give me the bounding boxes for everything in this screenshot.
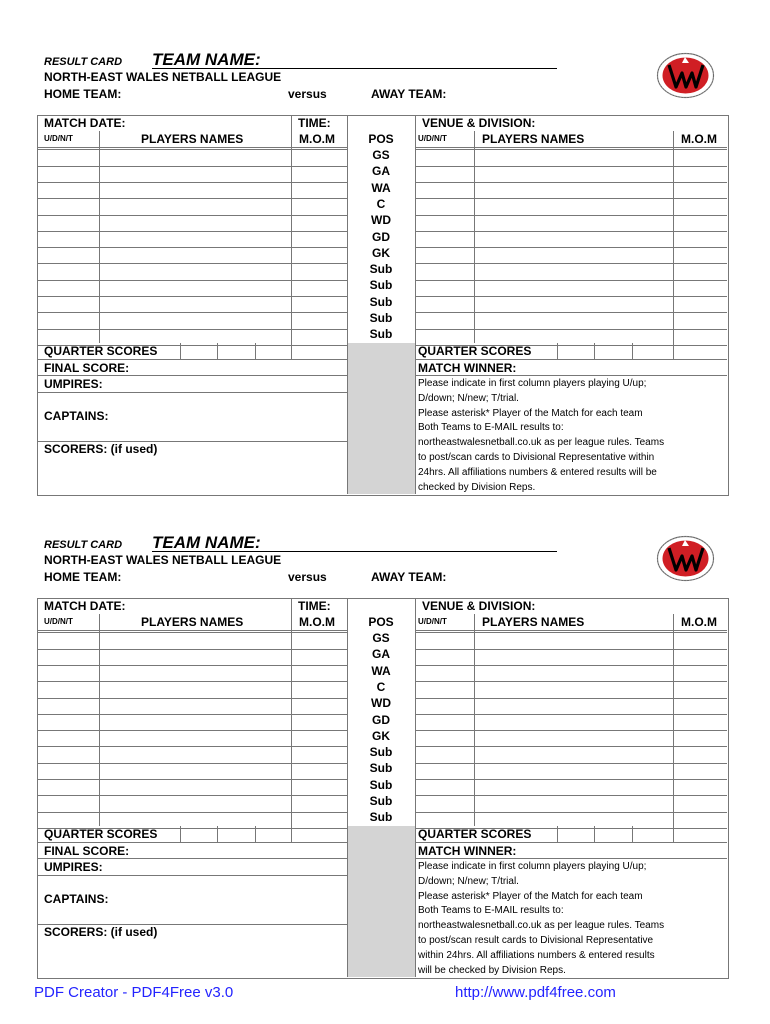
home-team-label: HOME TEAM: [44, 570, 122, 584]
row-line [37, 630, 347, 631]
row-line [37, 698, 347, 699]
note-line: D/down; N/new; T/trial. [418, 392, 519, 404]
column-line [99, 131, 100, 343]
row-line [37, 632, 347, 633]
venue-division-label: VENUE & DIVISION: [422, 116, 536, 130]
row-line [37, 247, 347, 248]
row-line [415, 280, 727, 281]
players-names-label-left: PLAYERS NAMES [141, 132, 244, 146]
home-team-label: HOME TEAM: [44, 87, 122, 101]
score-box-line [557, 826, 558, 842]
position-ga: GA [372, 164, 390, 178]
row-line [415, 730, 727, 731]
note-line: within 24hrs. All affiliations numbers & entered results [418, 949, 655, 961]
scorers-label: SCORERS: (if used) [44, 925, 158, 939]
row-line [37, 746, 347, 747]
note-line: will be checked by Division Reps. [418, 964, 566, 976]
row-line [415, 198, 727, 199]
quarter-scores-label-left: QUARTER SCORES [44, 344, 158, 358]
row-line [415, 698, 727, 699]
team-name-field[interactable] [152, 68, 557, 69]
row-line [37, 231, 347, 232]
row-line [415, 632, 727, 633]
result-card [0, 483, 770, 983]
note-line: northeastwalesnetball.co.uk as per league rules. Teams [418, 920, 665, 932]
row-line [37, 779, 347, 780]
row-line [37, 329, 347, 330]
row-line [37, 763, 347, 764]
venue-division-label: VENUE & DIVISION: [422, 599, 536, 613]
row-line [37, 215, 347, 216]
score-box-line [291, 826, 292, 842]
position-sub: Sub [369, 327, 393, 341]
umpires-label: UMPIRES: [44, 377, 103, 391]
league-logo-icon [655, 51, 716, 100]
quarter-scores-label-right: QUARTER SCORES [418, 344, 532, 358]
row-line [415, 182, 727, 183]
row-line [415, 147, 727, 148]
position-gd: GD [372, 713, 390, 727]
row-line [37, 681, 347, 682]
versus-label: versus [288, 87, 327, 101]
position-sub: Sub [369, 295, 393, 309]
udnt-label-right: U/D/N/T [418, 617, 447, 626]
players-names-label-right: PLAYERS NAMES [482, 132, 585, 146]
row-line [37, 665, 347, 666]
score-box-line [217, 343, 218, 359]
row-line [415, 166, 727, 167]
row-line [37, 149, 347, 150]
column-line [474, 131, 475, 343]
team-name-field[interactable] [152, 551, 557, 552]
score-box-line [255, 826, 256, 842]
section-line [415, 858, 727, 859]
note-line: Please asterisk* Player of the Match for each team [418, 407, 643, 419]
score-box-line [180, 826, 181, 842]
position-sub: Sub [369, 745, 393, 759]
position-gd: GD [372, 230, 390, 244]
position-sub: Sub [369, 810, 393, 824]
section-line [37, 359, 347, 360]
title-line [44, 50, 261, 70]
row-line [415, 231, 727, 232]
position-sub: Sub [369, 794, 393, 808]
match-winner-label: MATCH WINNER: [418, 361, 517, 375]
pos-label: POS [368, 132, 394, 146]
row-line [415, 681, 727, 682]
position-wd: WD [371, 696, 391, 710]
team-name-label: TEAM NAME: [152, 533, 261, 552]
away-team-label: AWAY TEAM: [371, 87, 447, 101]
udnt-label-left: U/D/N/T [44, 617, 73, 626]
udnt-label-left: U/D/N/T [44, 134, 73, 143]
row-line [415, 215, 727, 216]
row-line [415, 812, 727, 813]
column-line [415, 115, 416, 494]
position-wa: WA [371, 664, 391, 678]
position-gk: GK [372, 246, 390, 260]
note-line: northeastwalesnetball.co.uk as per league rules. Teams [418, 437, 665, 449]
row-line [415, 649, 727, 650]
section-line [37, 875, 347, 876]
section-line [37, 375, 347, 376]
column-line [474, 614, 475, 826]
umpires-label: UMPIRES: [44, 860, 103, 874]
row-line [415, 763, 727, 764]
league-name: NORTH-EAST WALES NETBALL LEAGUE [44, 553, 282, 567]
result-table [37, 598, 728, 978]
result-card-label: RESULT CARD [44, 539, 123, 551]
row-line [415, 746, 727, 747]
position-c: C [376, 680, 386, 694]
column-line [415, 598, 416, 977]
column-line [99, 614, 100, 826]
note-line: 24hrs. All affiliations numbers & entered results will be [418, 466, 657, 478]
pdf-creator-link[interactable]: PDF Creator - PDF4Free v3.0 [34, 984, 234, 1001]
note-line: Both Teams to E-MAIL results to: [418, 422, 564, 434]
row-line [37, 263, 347, 264]
section-line [37, 842, 347, 843]
position-ga: GA [372, 647, 390, 661]
position-sub: Sub [369, 311, 393, 325]
captains-label: CAPTAINS: [44, 892, 109, 906]
match-date-label: MATCH DATE: [44, 599, 126, 613]
row-line [37, 312, 347, 313]
score-box-line [557, 343, 558, 359]
instructions-note [418, 377, 718, 495]
position-sub: Sub [369, 278, 393, 292]
title-line [44, 533, 261, 553]
score-box-line [632, 343, 633, 359]
note-line: to post/scan cards to Divisional Representative within [418, 451, 655, 463]
score-box-line [180, 343, 181, 359]
position-wa: WA [371, 181, 391, 195]
players-names-label-left: PLAYERS NAMES [141, 615, 244, 629]
row-line [415, 149, 727, 150]
league-name: NORTH-EAST WALES NETBALL LEAGUE [44, 70, 282, 84]
versus-label: versus [288, 570, 327, 584]
row-line [37, 166, 347, 167]
time-label: TIME: [298, 116, 331, 130]
quarter-scores-label-left: QUARTER SCORES [44, 827, 158, 841]
score-box-line [217, 826, 218, 842]
position-gk: GK [372, 729, 390, 743]
result-card [0, 0, 770, 500]
note-line: Please asterisk* Player of the Match for each team [418, 890, 643, 902]
mom-label-left: M.O.M [299, 132, 335, 146]
row-line [415, 312, 727, 313]
column-line [291, 115, 292, 343]
score-box-line [255, 343, 256, 359]
score-box-line [673, 343, 674, 359]
row-line [415, 329, 727, 330]
captains-label: CAPTAINS: [44, 409, 109, 423]
position-gs: GS [372, 631, 390, 645]
quarter-scores-label-right: QUARTER SCORES [418, 827, 532, 841]
mom-label-left: M.O.M [299, 615, 335, 629]
position-sub: Sub [369, 778, 393, 792]
final-score-label: FINAL SCORE: [44, 361, 130, 375]
players-names-label-right: PLAYERS NAMES [482, 615, 585, 629]
section-line [37, 392, 347, 393]
row-line [37, 649, 347, 650]
note-line: D/down; N/new; T/trial. [418, 875, 519, 887]
away-team-label: AWAY TEAM: [371, 570, 447, 584]
scorers-label: SCORERS: (if used) [44, 442, 158, 456]
pdf4free-url-link[interactable]: http://www.pdf4free.com [455, 984, 616, 1001]
row-line [415, 665, 727, 666]
time-label: TIME: [298, 599, 331, 613]
row-line [37, 147, 347, 148]
position-wd: WD [371, 213, 391, 227]
result-table [37, 115, 728, 495]
note-line: to post/scan result cards to Divisional Representative [418, 934, 654, 946]
row-line [415, 714, 727, 715]
score-box-line [594, 826, 595, 842]
section-line [37, 858, 347, 859]
position-gs: GS [372, 148, 390, 162]
row-line [37, 198, 347, 199]
position-c: C [376, 197, 386, 211]
column-line [347, 343, 348, 494]
section-line [415, 375, 727, 376]
column-line [673, 614, 674, 826]
row-line [415, 296, 727, 297]
row-line [415, 630, 727, 631]
section-line [415, 359, 727, 360]
row-line [37, 714, 347, 715]
note-line: Both Teams to E-MAIL results to: [418, 905, 564, 917]
result-card-label: RESULT CARD [44, 56, 123, 68]
udnt-label-right: U/D/N/T [418, 134, 447, 143]
league-logo-icon [655, 534, 716, 583]
position-sub: Sub [369, 761, 393, 775]
instructions-note [418, 860, 718, 978]
row-line [415, 247, 727, 248]
row-line [37, 296, 347, 297]
team-name-label: TEAM NAME: [152, 50, 261, 69]
column-line [673, 131, 674, 343]
match-date-label: MATCH DATE: [44, 116, 126, 130]
score-box-line [632, 826, 633, 842]
mom-label-right: M.O.M [681, 132, 717, 146]
row-line [37, 182, 347, 183]
row-line [415, 795, 727, 796]
row-line [37, 795, 347, 796]
row-line [415, 779, 727, 780]
match-winner-label: MATCH WINNER: [418, 844, 517, 858]
section-line [415, 842, 727, 843]
note-line: Please indicate in first column players playing U/up; [418, 861, 647, 872]
final-score-label: FINAL SCORE: [44, 844, 130, 858]
row-line [415, 263, 727, 264]
note-line: checked by Division Reps. [418, 481, 536, 493]
pos-label: POS [368, 615, 394, 629]
note-line: Please indicate in first column players playing U/up; [418, 378, 647, 389]
row-line [37, 730, 347, 731]
mom-label-right: M.O.M [681, 615, 717, 629]
column-line [291, 598, 292, 826]
position-sub: Sub [369, 262, 393, 276]
score-box-line [594, 343, 595, 359]
row-line [37, 280, 347, 281]
column-line [347, 826, 348, 977]
score-box-line [673, 826, 674, 842]
score-box-line [291, 343, 292, 359]
row-line [37, 812, 347, 813]
